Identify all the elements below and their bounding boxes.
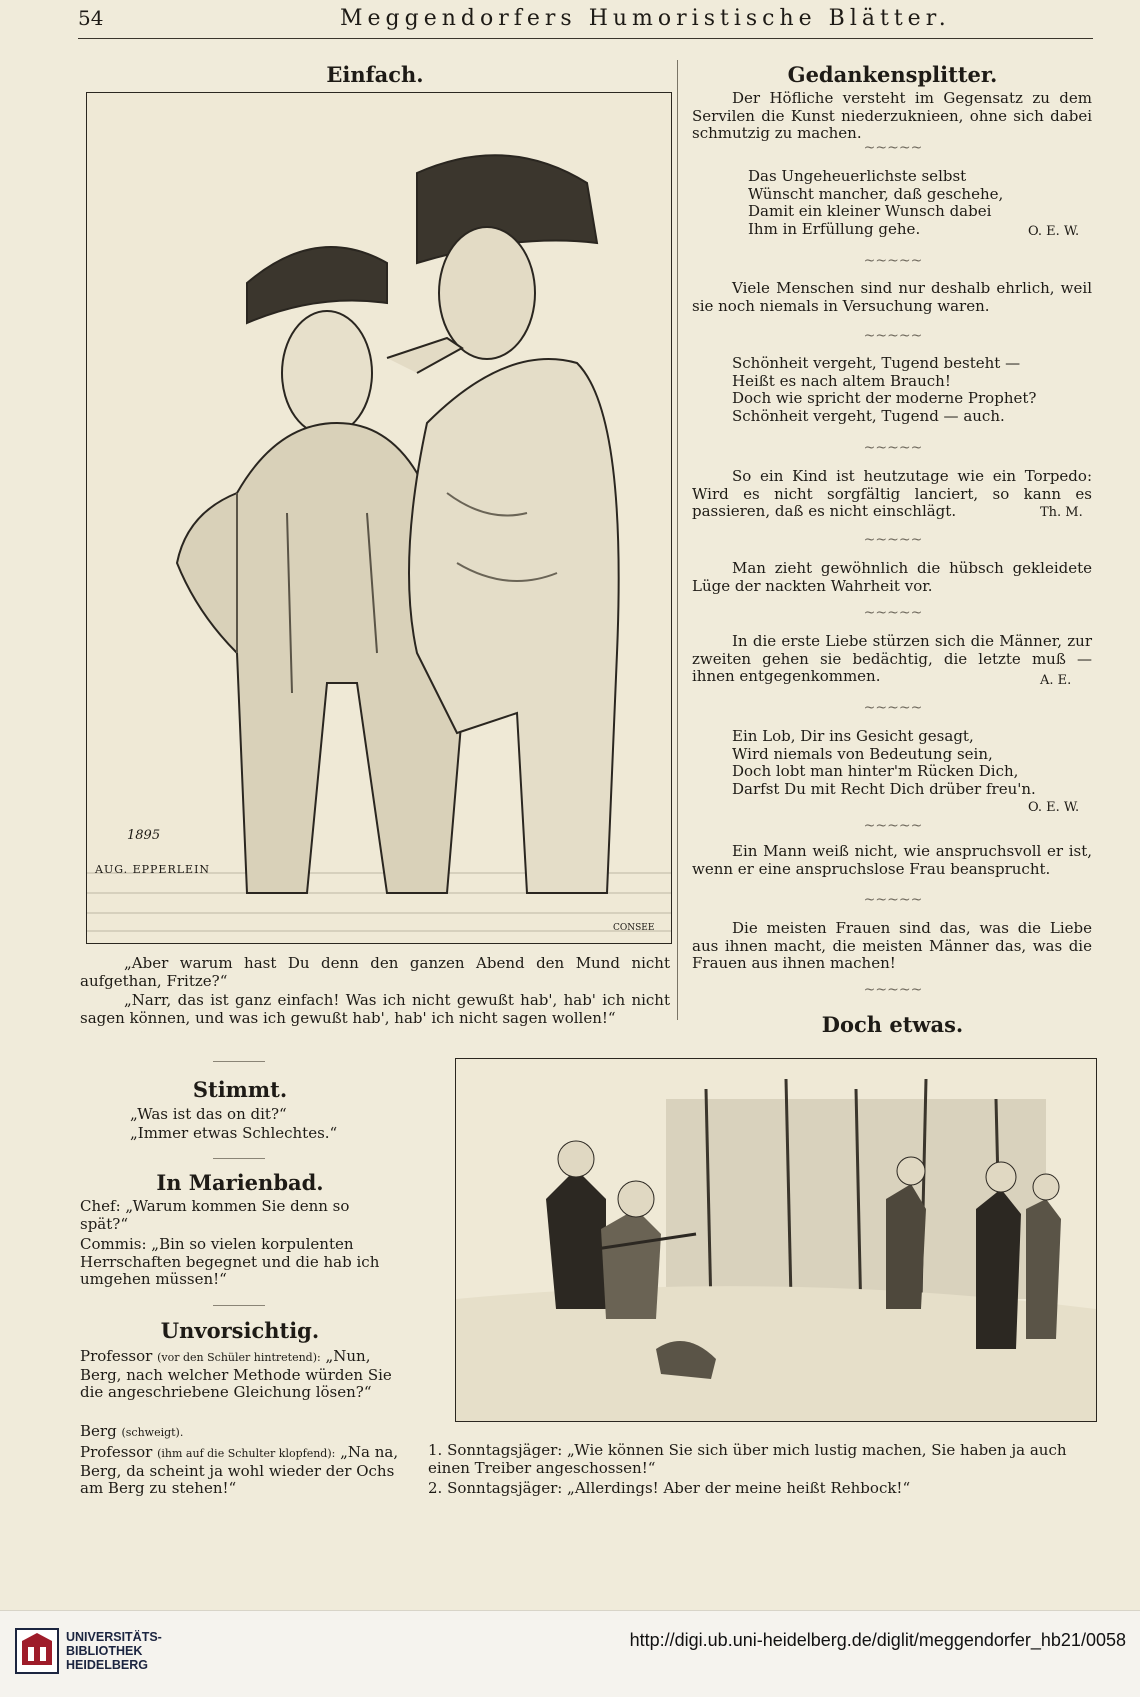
einfach-caption-question: „Aber warum hast Du denn den ganzen Abend den Mund nicht aufgethan, Fritze?“ (80, 954, 670, 990)
stimmt-line-1: „Was ist das on dit?“ (130, 1105, 287, 1123)
library-name-line: BIBLIOTHEK (66, 1644, 143, 1658)
verse-line: Schönheit vergeht, Tugend besteht — (732, 354, 1021, 372)
verse-line: Schönheit vergeht, Tugend — auch. (732, 406, 1005, 425)
library-logo (14, 1625, 60, 1677)
einfach-illustration (86, 92, 672, 944)
speaker-commis: Commis: (80, 1235, 147, 1253)
source-url-link[interactable]: http://digi.ub.uni-heidelberg.de/diglit/meggendorfer_hb21/0058 (629, 1630, 1126, 1650)
aphorism: Viele Menschen sind nur deshalb ehrlich, weil sie noch niemals in Versuchung waren. (692, 279, 1092, 315)
illustration-stamp: CONSEE (613, 923, 655, 933)
marienbad-dialog-1 (80, 1198, 400, 1233)
library-name-line: HEIDELBERG (66, 1658, 148, 1672)
ornament: ~~~~~ (863, 700, 923, 716)
separator (213, 1158, 265, 1159)
library-name-line: UNIVERSITÄTS- (66, 1630, 162, 1644)
ornament: ~~~~~ (863, 982, 923, 998)
author-signature: A. E. (1040, 673, 1072, 688)
gedankensplitter-heading: Gedankensplitter. (787, 62, 998, 87)
speech-professor: „Nun, Berg, nach welcher Methode würden Sie die angeschriebene Gleichung lösen?“ (80, 1347, 392, 1401)
unvorsichtig-dialog-2 (80, 1423, 400, 1442)
viewer-footer-bar (0, 1610, 1140, 1697)
aphorism: Ein Mann weiß nicht, wie anspruchsvoll er ist, wenn er eine anspruchslose Frau beansprucht. (692, 842, 1092, 878)
speaker-berg: Berg (80, 1422, 117, 1440)
dialog-text: Sonntagsjäger: „Allerdings! Aber der meine heißt Rehbock!“ (447, 1479, 911, 1497)
speech-professor: „Na na, Berg, da scheint ja wohl wieder der Ochs am Berg zu stehen!“ (80, 1443, 399, 1497)
speaker-professor: Professor (80, 1347, 153, 1365)
separator (213, 1061, 265, 1062)
stimmt-heading: Stimmt. (192, 1077, 288, 1102)
ornament: ~~~~~ (863, 818, 923, 834)
ornament: ~~~~~ (863, 140, 923, 156)
ornament: ~~~~~ (863, 605, 923, 621)
separator (213, 1305, 265, 1306)
einfach-caption-answer: „Narr, das ist ganz einfach! Was ich nicht gewußt hab', hab' ich nicht sagen können, und was ich gewußt hab', hab' ich nicht sagen wollen!“ (80, 991, 670, 1027)
aphorism: Man zieht gewöhnlich die hübsch gekleidete Lüge der nackten Wahrheit vor. (692, 559, 1092, 595)
ornament: ~~~~~ (863, 440, 923, 456)
verse (732, 355, 1036, 425)
unvorsichtig-dialog-3 (80, 1444, 400, 1498)
line-number: 1. (428, 1441, 443, 1459)
verse-line: Wird niemals von Bedeutung sein, (732, 744, 993, 763)
header-rule (78, 38, 1093, 39)
verse-line: Heißt es nach altem Brauch! (732, 371, 951, 390)
verse-line: Ihm in Erfüllung gehe. (748, 219, 921, 238)
einfach-heading: Einfach. (326, 62, 424, 87)
illustration-signature: AUG. EPPERLEIN (95, 863, 211, 876)
illustration-year: 1895 (127, 828, 161, 843)
page-number: 54 (78, 6, 104, 30)
stage-direction: (ihm auf die Schulter klopfend): (157, 1447, 336, 1460)
doch-etwas-line-2 (428, 1480, 1093, 1498)
unvorsichtig-heading: Unvorsichtig. (160, 1318, 320, 1343)
verse-line: Doch wie spricht der moderne Prophet? (732, 389, 1037, 407)
ornament: ~~~~~ (863, 892, 923, 908)
verse-line: Das Ungeheuerlichste selbst (748, 167, 967, 185)
doch-etwas-heading: Doch etwas. (821, 1012, 964, 1037)
aphorism: Die meisten Frauen sind das, was die Liebe aus ihnen macht, die meisten Männer das, was die Frauen aus ihnen machen! (692, 919, 1092, 972)
verse-line: Wünscht mancher, daß geschehe, (748, 184, 1004, 203)
author-signature: Th. M. (1040, 505, 1083, 520)
ornament: ~~~~~ (863, 253, 923, 269)
author-signature: O. E. W. (1028, 224, 1080, 239)
verse-line: Doch lobt man hinter'm Rücken Dich, (732, 762, 1019, 780)
author-signature: O. E. W. (1028, 800, 1080, 815)
ornament: ~~~~~ (863, 328, 923, 344)
aphorism: So ein Kind ist heutzutage wie ein Torpedo: Wird es nicht sorgfältig lanciert, so kann es passieren, daß es nicht einschlägt. (692, 467, 1092, 520)
verse-line: Darfst Du mit Recht Dich drüber freu'n. (732, 779, 1036, 798)
doch-etwas-line-1 (428, 1442, 1093, 1477)
library-name (66, 1630, 162, 1672)
verse (732, 728, 1036, 798)
ornament: ~~~~~ (863, 532, 923, 548)
stage-direction: (vor den Schüler hintretend): (157, 1351, 321, 1364)
verse-line: Ein Lob, Dir ins Gesicht gesagt, (732, 727, 974, 745)
stage-direction: (schweigt). (121, 1426, 184, 1439)
speech-commis: „Bin so vielen korpulenten Herrschaften begegnet und die hab ich umgehen müssen!“ (80, 1235, 380, 1288)
verse (748, 168, 1003, 238)
unvorsichtig-dialog-1 (80, 1348, 400, 1402)
dialog-text: Sonntagsjäger: „Wie können Sie sich über mich lustig machen, Sie haben ja auch einen Treiber angeschossen!“ (428, 1441, 1067, 1477)
speaker-chef: Chef: (80, 1197, 121, 1215)
aphorism: Der Höfliche versteht im Gegensatz zu dem Servilen die Kunst niederzuknieen, ohne sich dabei schmutzig zu machen. (692, 89, 1092, 142)
magazine-title: Meggendorfers Humoristische Blätter. (340, 6, 951, 31)
doch-etwas-illustration (455, 1058, 1097, 1422)
verse-line: Damit ein kleiner Wunsch dabei (748, 202, 992, 220)
aphorism: In die erste Liebe stürzen sich die Männer, zur zweiten gehen sie bedächtig, die letzte muß — ihnen entgegenkommen. (692, 632, 1092, 685)
column-divider (677, 60, 678, 1020)
speech-chef: „Warum kommen Sie denn so spät?“ (80, 1197, 350, 1233)
speaker-professor: Professor (80, 1443, 153, 1461)
marienbad-heading: In Marienbad. (156, 1170, 324, 1195)
marienbad-dialog-2 (80, 1236, 400, 1289)
stimmt-line-2: „Immer etwas Schlechtes.“ (130, 1124, 338, 1142)
line-number: 2. (428, 1479, 443, 1497)
